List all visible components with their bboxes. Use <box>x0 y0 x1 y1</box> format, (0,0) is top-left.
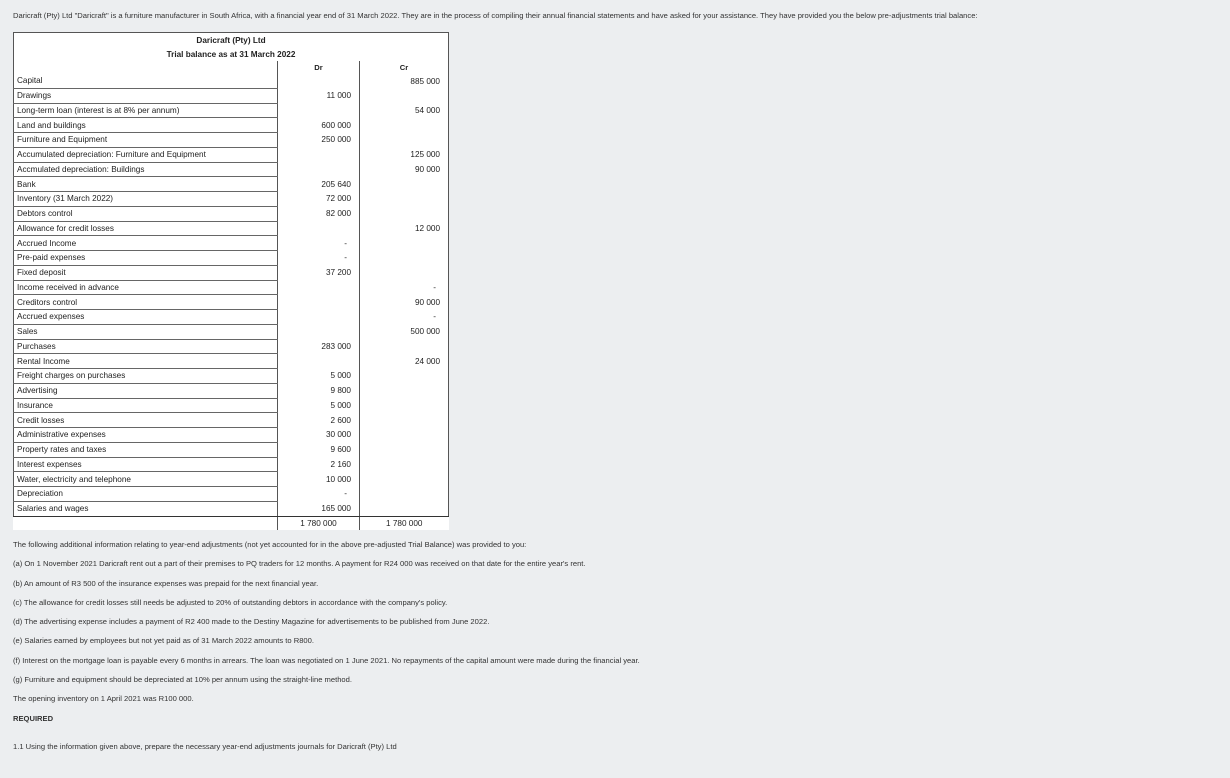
debit-amount: - <box>278 236 360 251</box>
table-row <box>14 472 449 487</box>
credit-amount: 90 000 <box>360 295 449 310</box>
total-label <box>14 516 278 530</box>
table-row <box>14 88 449 103</box>
account-label: Furniture and Equipment <box>14 133 278 148</box>
credit-amount <box>360 398 449 413</box>
dr-header: Dr <box>278 61 360 74</box>
account-label: Income received in advance <box>14 280 278 295</box>
account-label: Creditors control <box>14 295 278 310</box>
adjustment-item: (d) The advertising expense includes a payment of R2 400 made to the Destiny Magazine for advertisements to be published from June 2022. <box>13 617 490 627</box>
required-heading: REQUIRED <box>13 713 54 723</box>
table-row <box>14 251 449 266</box>
credit-amount <box>360 383 449 398</box>
account-header <box>14 61 278 74</box>
debit-amount <box>278 354 360 369</box>
table-row <box>14 324 449 339</box>
credit-amount <box>360 88 449 103</box>
debit-amount <box>278 74 360 88</box>
credit-amount <box>360 206 449 221</box>
credit-amount <box>360 177 449 192</box>
debit-amount: 82 000 <box>278 206 360 221</box>
account-label: Sales <box>14 324 278 339</box>
account-label: Inventory (31 March 2022) <box>14 192 278 207</box>
account-label: Salaries and wages <box>14 501 278 516</box>
adjustment-item: (b) An amount of R3 500 of the insurance expenses was prepaid for the next financial year. <box>13 578 319 588</box>
account-label: Administrative expenses <box>14 428 278 443</box>
account-label: Rental Income <box>14 354 278 369</box>
debit-amount: 11 000 <box>278 88 360 103</box>
company-name: Daricraft (Pty) Ltd <box>14 33 449 48</box>
debit-amount: 165 000 <box>278 501 360 516</box>
debit-amount: 2 600 <box>278 413 360 428</box>
debit-amount: 30 000 <box>278 428 360 443</box>
credit-amount: 500 000 <box>360 324 449 339</box>
cr-header: Cr <box>360 61 449 74</box>
credit-amount <box>360 413 449 428</box>
table-row <box>14 369 449 384</box>
account-label: Land and buildings <box>14 118 278 133</box>
credit-amount: - <box>360 310 449 325</box>
total-credit: 1 780 000 <box>360 516 449 530</box>
debit-amount: 10 000 <box>278 472 360 487</box>
debit-amount <box>278 147 360 162</box>
account-label: Accrued expenses <box>14 310 278 325</box>
debit-amount: 5 000 <box>278 398 360 413</box>
adjustment-item: (f) Interest on the mortgage loan is payable every 6 months in arrears. The loan was negotiated on 1 June 2021. No repayments of the capital amount were made during the financial year. <box>13 655 640 665</box>
debit-amount <box>278 103 360 118</box>
account-label: Pre-paid expenses <box>14 251 278 266</box>
debit-amount: 5 000 <box>278 369 360 384</box>
table-row <box>14 177 449 192</box>
account-label: Insurance <box>14 398 278 413</box>
account-label: Water, electricity and telephone <box>14 472 278 487</box>
credit-amount: 885 000 <box>360 74 449 88</box>
credit-amount <box>360 133 449 148</box>
credit-amount <box>360 428 449 443</box>
debit-amount: 72 000 <box>278 192 360 207</box>
credit-amount: 54 000 <box>360 103 449 118</box>
table-row <box>14 206 449 221</box>
column-header-row <box>14 61 449 74</box>
table-title-row <box>14 33 449 48</box>
debit-amount: 205 640 <box>278 177 360 192</box>
table-row <box>14 398 449 413</box>
opening-inventory-note: The opening inventory on 1 April 2021 was R100 000. <box>13 694 194 704</box>
intro-text: Daricraft (Pty) Ltd "Daricraft" is a furniture manufacturer in South Africa, with a financial year end of 31 March 2022. They are in the process of compiling their annual financial statements and have asked for your assistance. They have provided you the below pre-adjustments trial balance: <box>13 11 978 20</box>
credit-amount: 125 000 <box>360 147 449 162</box>
account-label: Accmulated depreciation: Buildings <box>14 162 278 177</box>
task-question: 1.1 Using the information given above, prepare the necessary year-end adjustments journals for Daricraft (Pty) Ltd <box>13 742 397 751</box>
debit-amount: - <box>278 251 360 266</box>
adjustment-item: (g) Furniture and equipment should be depreciated at 10% per annum using the straight-line method. <box>13 675 352 685</box>
debit-amount: - <box>278 487 360 502</box>
table-row <box>14 487 449 502</box>
debit-amount: 9 600 <box>278 442 360 457</box>
credit-amount <box>360 236 449 251</box>
credit-amount <box>360 339 449 354</box>
account-label: Credit losses <box>14 413 278 428</box>
credit-amount <box>360 457 449 472</box>
credit-amount <box>360 265 449 280</box>
table-row <box>14 74 449 88</box>
account-label: Allowance for credit losses <box>14 221 278 236</box>
account-label: Accumulated depreciation: Furniture and Equipment <box>14 147 278 162</box>
debit-amount <box>278 324 360 339</box>
account-label: Capital <box>14 74 278 88</box>
credit-amount: 90 000 <box>360 162 449 177</box>
credit-amount <box>360 472 449 487</box>
table-row <box>14 103 449 118</box>
table-row <box>14 162 449 177</box>
adjustment-item: (c) The allowance for credit losses still needs be adjusted to 20% of outstanding debtors in accordance with the company's policy. <box>13 597 448 607</box>
table-row <box>14 280 449 295</box>
table-row <box>14 236 449 251</box>
credit-amount <box>360 118 449 133</box>
debit-amount <box>278 295 360 310</box>
account-label: Long-term loan (interest is at 8% per annum) <box>14 103 278 118</box>
account-label: Advertising <box>14 383 278 398</box>
table-row <box>14 310 449 325</box>
credit-amount <box>360 487 449 502</box>
trial-balance-table <box>13 32 449 530</box>
debit-amount: 600 000 <box>278 118 360 133</box>
account-label: Drawings <box>14 88 278 103</box>
account-label: Interest expenses <box>14 457 278 472</box>
debit-amount: 9 800 <box>278 383 360 398</box>
credit-amount <box>360 501 449 516</box>
table-row <box>14 428 449 443</box>
credit-amount <box>360 369 449 384</box>
debit-amount <box>278 280 360 295</box>
debit-amount <box>278 310 360 325</box>
credit-amount <box>360 192 449 207</box>
adjustment-item: (e) Salaries earned by employees but not yet paid as of 31 March 2022 amounts to R800. <box>13 636 314 646</box>
table-row <box>14 133 449 148</box>
total-debit: 1 780 000 <box>278 516 360 530</box>
table-row <box>14 442 449 457</box>
table-row <box>14 118 449 133</box>
account-label: Debtors control <box>14 206 278 221</box>
table-row <box>14 339 449 354</box>
debit-amount <box>278 162 360 177</box>
credit-amount: 12 000 <box>360 221 449 236</box>
account-label: Accrued Income <box>14 236 278 251</box>
account-label: Property rates and taxes <box>14 442 278 457</box>
credit-amount: 24 000 <box>360 354 449 369</box>
table-row <box>14 147 449 162</box>
credit-amount: - <box>360 280 449 295</box>
account-label: Fixed deposit <box>14 265 278 280</box>
table-subtitle-row <box>14 47 449 61</box>
account-label: Freight charges on purchases <box>14 369 278 384</box>
table-row <box>14 413 449 428</box>
additional-information <box>13 540 1213 733</box>
trial-balance-title: Trial balance as at 31 March 2022 <box>14 47 449 61</box>
credit-amount <box>360 251 449 266</box>
table-row <box>14 192 449 207</box>
account-label: Depreciation <box>14 487 278 502</box>
table-row <box>14 457 449 472</box>
adjustment-item: (a) On 1 November 2021 Daricraft rent out a part of their premises to PQ traders for 12 months. A payment for R24 000 was received on that date for the entire year's rent. <box>13 559 586 569</box>
table-row <box>14 221 449 236</box>
table-row <box>14 501 449 516</box>
debit-amount: 2 160 <box>278 457 360 472</box>
table-row <box>14 265 449 280</box>
credit-amount <box>360 442 449 457</box>
table-row <box>14 295 449 310</box>
debit-amount: 250 000 <box>278 133 360 148</box>
debit-amount: 283 000 <box>278 339 360 354</box>
total-row <box>14 516 449 530</box>
account-label: Bank <box>14 177 278 192</box>
info-intro: The following additional information relating to year-end adjustments (not yet accounted for in the above pre-adjusted Trial Balance) was provided to you: <box>13 540 527 549</box>
table-row <box>14 354 449 369</box>
account-label: Purchases <box>14 339 278 354</box>
debit-amount <box>278 221 360 236</box>
adjustment-list <box>13 559 1213 694</box>
debit-amount: 37 200 <box>278 265 360 280</box>
table-row <box>14 383 449 398</box>
